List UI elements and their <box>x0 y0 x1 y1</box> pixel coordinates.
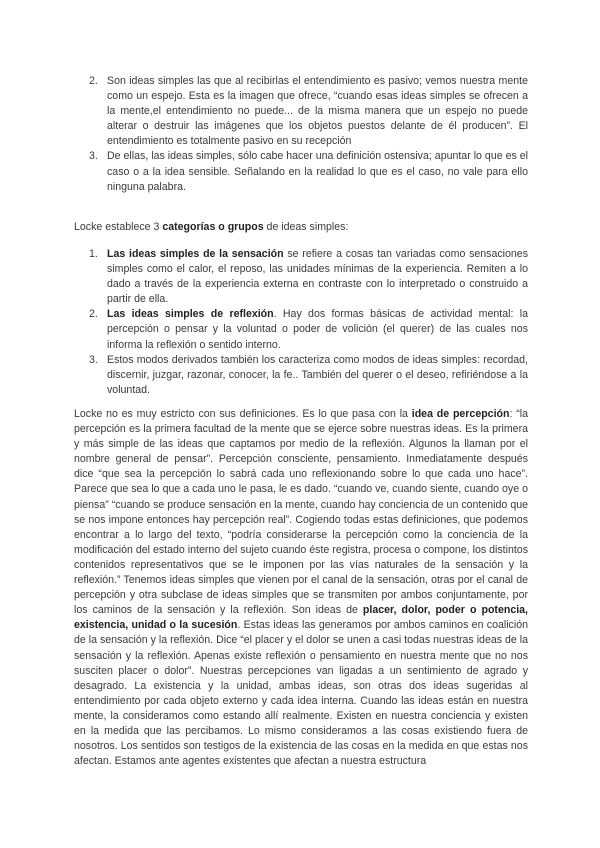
paragraph-bold: placer, dolor, poder o potencia, existencia, unidad o la sucesión <box>74 604 528 632</box>
list-number: 3. <box>89 150 98 163</box>
list-item <box>89 247 528 307</box>
intro-text-before: Locke establece 3 <box>74 221 163 233</box>
list-item-text: De ellas, las ideas simples, sólo cabe hacer una definición ostensiva; apuntar lo que es el caso o a la idea sensible. Señalando en la realidad lo que es el caso, no vale para ello ninguna palabra. <box>107 150 528 193</box>
intro-text-after: de ideas simples: <box>263 221 349 233</box>
numbered-list-categories <box>89 247 528 398</box>
list-number: 3. <box>89 353 98 366</box>
list-item-bold: Las ideas simples de reflexión <box>107 308 274 321</box>
paragraph-bold: idea de percepción <box>411 408 510 420</box>
paragraph-text: Locke no es muy estricto con sus definiciones. Es lo que pasa con la <box>74 408 412 420</box>
intro-sentence <box>74 220 528 235</box>
list-item <box>89 149 528 194</box>
list-item <box>89 353 528 398</box>
paragraph-text: . Estas ideas las generamos por ambos caminos en coalición de la sensación y la reflexión. Dice “el placer y el dolor se unen a casi todas nuestras ideas de la sensación y la reflexión. Apenas existe reflexión o pensamiento en nuestra mente que no nos susciten placer o dolor”. Nuestras percepciones van ligadas a un sentimiento de agrado y desagrado. La existencia y la unidad, ambas ideas, son otras dos ideas sugeridas al entendimiento por cada objeto externo y cada idea interna. Cuando las ideas están en nuestra mente, la consideramos como estando allí realmente. Existen en nuestra conciencia y existen en la medida que las percibamos. Lo mismo consideramos a las cosas existiendo fuera de nosotros. Los sentidos son testigos de la existencia de las cosas en la medida en que estas nos afectan. Estamos ante agentes existentes que afectan a nuestra estructura <box>74 619 528 768</box>
list-number: 2. <box>89 308 98 321</box>
list-number: 2. <box>89 75 98 87</box>
list-item-text: Son ideas simples las que al recibirlas el entendimiento es pasivo; vemos nuestra mente como un espejo. Esta es la imagen que ofrece, “cuando esas ideas simples se ofrecen a la mente,el entendimiento no puede... de la misma manera que un espejo no puede alterar o destruir las imágenes que los objetos puestos delante de él producen”. El entendimiento es totalmente pasivo en su recepción <box>107 75 528 148</box>
list-number: 1. <box>89 248 98 260</box>
numbered-list-properties <box>89 74 528 195</box>
list-item <box>89 307 528 352</box>
list-item-text: . Hay dos formas básicas de actividad mental: la percepción o pensar y la voluntad o poder de volición (el querer) de las cuales nos informa la reflexión o sentido interno. <box>107 308 528 351</box>
paragraph-text: : “la percepción es la primera facultad de la mente que se ejerce sobre nuestras ideas. Es la primera y más simple de las ideas que captamos por medio de la reflexión. Algunos la llaman por el nombre general de pensar”. Percepción consciente, pensamiento. Inmediatamente después dice “que sea la percepción lo sabrá cada uno reflexionando sobre lo que cada uno hace”. Parece que sea lo que a cada uno le pasa, le es dado. “cuando ve, cuando siente, cuando oye o piensa” “cuando se produce sensación en la mente, cuando hay conciencia de un contenido que se nos impone entonces hay percepción real”. Cogiendo todas estas definiciones, que podemos encontrar a lo largo del texto, “podría considerarse la percepción como la conciencia de la modificación del estado interno del sujeto cuando éste registra, procesa o compone, los distintos contenidos representativos que se le imponen por las vías naturales de la sensación y la reflexión.” Tenemos ideas simples que vienen por el canal de la sensación, otras por el canal de percepción y otra subclase de ideas simples que se transmiten por ambos conjuntamente, por los caminos de la sensación y la reflexión. Son ideas de <box>74 408 528 617</box>
list-item-bold: Las ideas simples de la sensación <box>107 248 284 260</box>
intro-bold: categorías o grupos <box>162 221 264 233</box>
list-item-text: Estos modos derivados también los caracteriza como modos de ideas simples: recordad, discernir, juzgar, razonar, conocer, la fe.. También del querer o el deseo, refiriéndose a la voluntad. <box>107 353 528 396</box>
list-item <box>89 74 528 149</box>
body-paragraph <box>74 407 528 769</box>
list-item-text: se refiere a cosas tan variadas como sensaciones simples como el calor, el reposo, las unidades mínimas de la experiencia. Remiten a lo dado a través de la experiencia externa en contraste con lo interpretado o construido a partir de ella. <box>107 248 528 306</box>
